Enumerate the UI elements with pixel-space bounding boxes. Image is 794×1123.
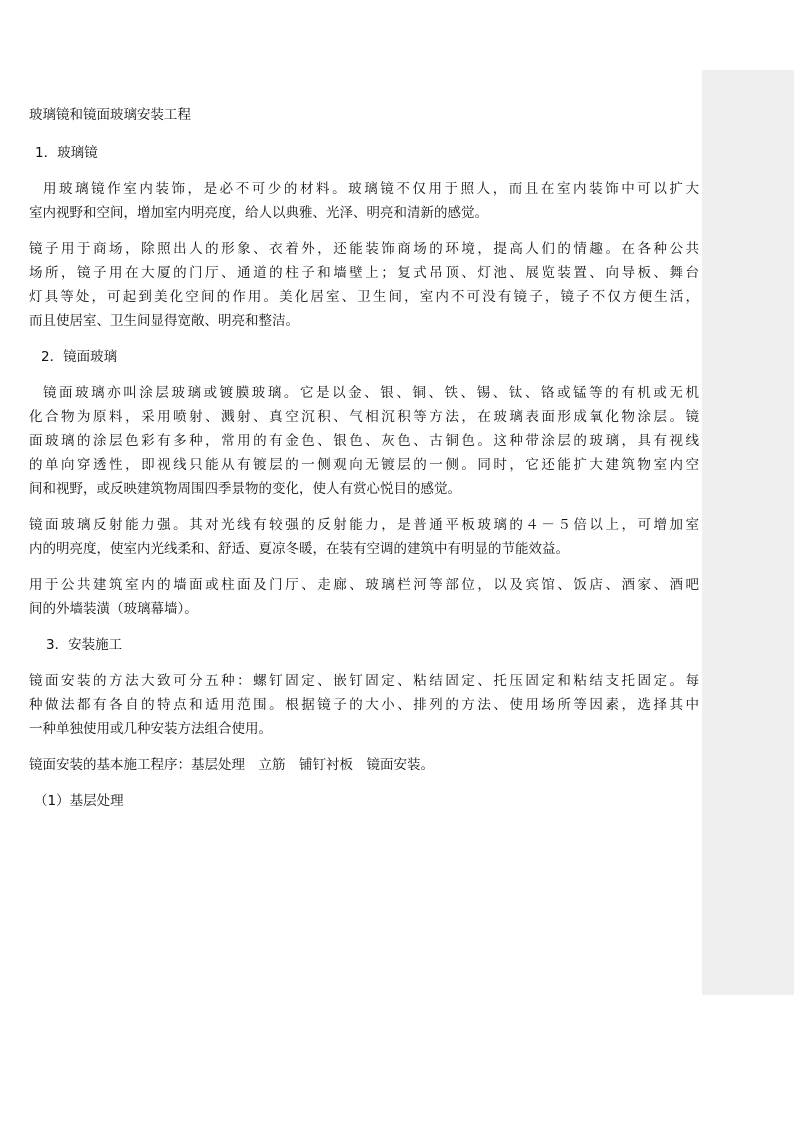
paragraph-line: 用于公共建筑室内的墙面或柱面及门厅、走廊、玻璃栏河等部位，以及宾馆、饭店、酒家、酒吧 bbox=[29, 577, 699, 593]
paragraph-line: 室内视野和空间，增加室内明亮度，给人以典雅、光泽、明亮和清新的感觉。 bbox=[29, 205, 488, 221]
paragraph-line: 种做法都有各自的特点和适用范围。根据镜子的大小、排列的方法、使用场所等因素，选择其中 bbox=[29, 697, 699, 713]
document-title: 玻璃镜和镜面玻璃安装工程 bbox=[29, 107, 191, 123]
paragraph-line: 镜面玻璃亦叫涂层玻璃或镀膜玻璃。它是以金、银、铜、铁、锡、钛、铬或锰等的有机或无机 bbox=[43, 385, 699, 401]
document-body bbox=[29, 103, 699, 813]
paragraph-line: 镜面安装的基本施工程序：基层处理 立筋 铺钉衬板 镜面安装。 bbox=[29, 757, 434, 773]
paragraph-line: 的单向穿透性，即视线只能从有镀层的一侧观向无镀层的一侧。同时，它还能扩大建筑物室内空 bbox=[29, 457, 699, 473]
paragraph-line: 镜面玻璃反射能力强。其对光线有较强的反射能力，是普通平板玻璃的４－５倍以上，可增加室 bbox=[29, 517, 699, 533]
paragraph-line: 用玻璃镜作室内装饰，是必不可少的材料。玻璃镜不仅用于照人，而且在室内装饰中可以扩大 bbox=[43, 181, 699, 197]
paragraph-line: 内的明亮度，使室内光线柔和、舒适、夏凉冬暖，在装有空调的建筑中有明显的节能效益。 bbox=[29, 541, 569, 557]
section-heading-3: 3．安装施工 bbox=[46, 637, 123, 653]
subsection-heading-1: （1）基层处理 bbox=[34, 793, 124, 809]
paragraph-line: 间和视野，或反映建筑物周围四季景物的变化，使人有赏心悦目的感觉。 bbox=[29, 481, 461, 497]
paragraph-line: 镜子用于商场，除照出人的形象、衣着外，还能装饰商场的环境，提高人们的情趣。在各种公共 bbox=[29, 241, 699, 257]
paragraph-line: 一种单独使用或几种安装方法组合使用。 bbox=[29, 721, 272, 737]
paragraph-line: 场所，镜子用在大厦的门厅、通道的柱子和墙壁上；复式吊顶、灯池、展览装置、向导板、舞台 bbox=[29, 265, 699, 281]
paragraph-line: 灯具等处，可起到美化空间的作用。美化居室、卫生间，室内不可没有镜子，镜子不仅方便生活， bbox=[29, 289, 699, 305]
paragraph-line: 间的外墙装潢（玻璃幕墙）。 bbox=[29, 601, 198, 617]
paragraph-line: 而且使居室、卫生间显得宽敞、明亮和整洁。 bbox=[29, 313, 299, 329]
paragraph-line: 镜面安装的方法大致可分五种：螺钉固定、嵌钉固定、粘结固定、托压固定和粘结支托固定。每 bbox=[29, 673, 699, 689]
comment-margin-pane bbox=[702, 70, 794, 995]
section-heading-1: 1．玻璃镜 bbox=[35, 145, 98, 161]
paragraph-line: 化合物为原料，采用喷射、溅射、真空沉积、气相沉积等方法，在玻璃表面形成氧化物涂层。镜 bbox=[29, 409, 699, 425]
section-heading-2: 2．镜面玻璃 bbox=[41, 349, 118, 365]
paragraph-line: 面玻璃的涂层色彩有多种，常用的有金色、银色、灰色、古铜色。这种带涂层的玻璃，具有视线 bbox=[29, 433, 699, 449]
